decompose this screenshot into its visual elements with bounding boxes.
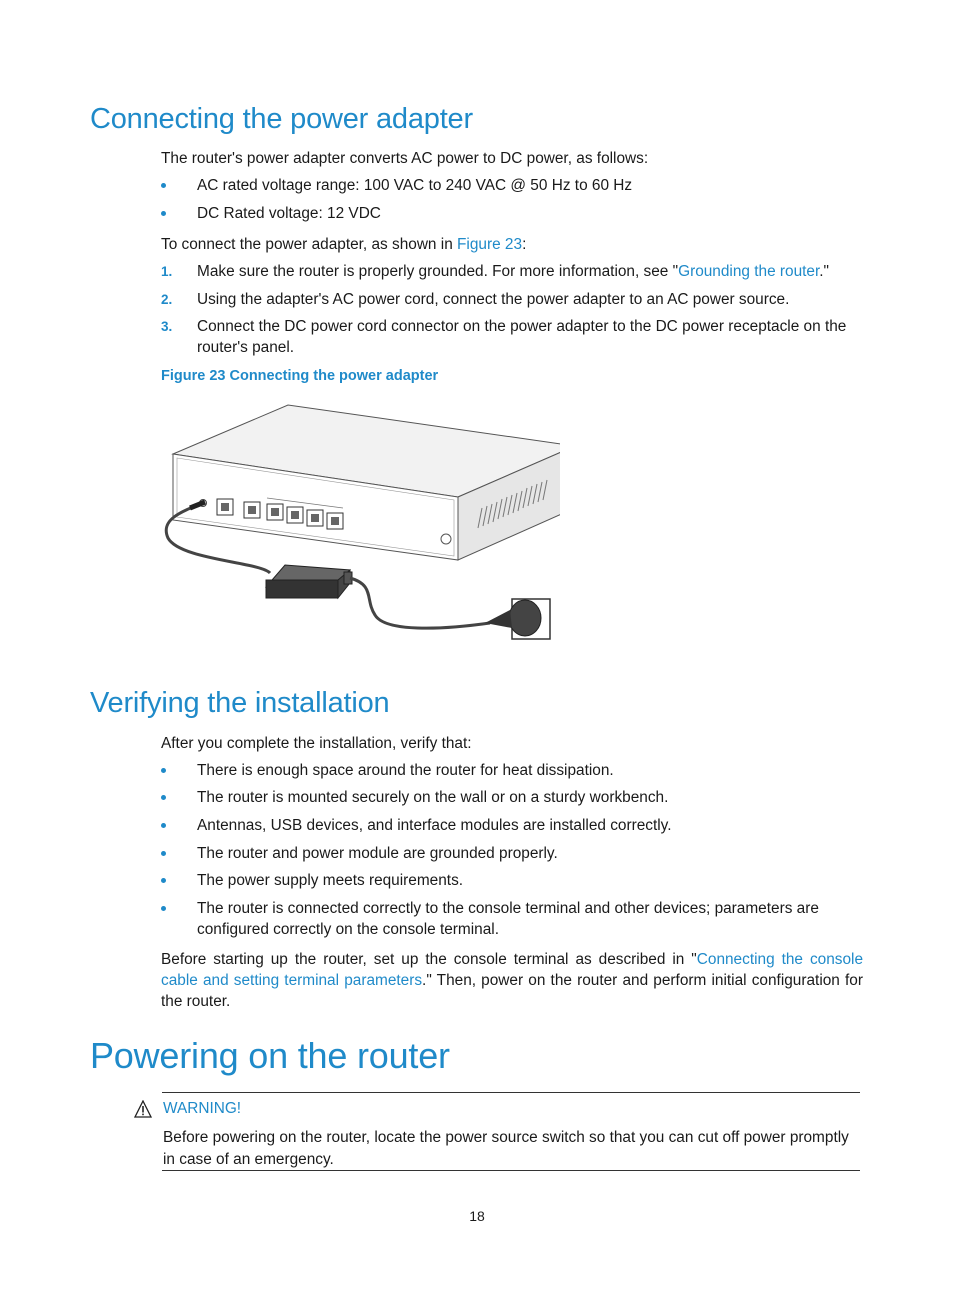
paragraph-intro: The router's power adapter converts AC power to DC power, as follows: — [161, 150, 649, 167]
section-heading-verifying: Verifying the installation — [90, 687, 390, 719]
paragraph-connect: To connect the power adapter, as shown in Figure 23: — [161, 236, 527, 253]
bullet-icon — [161, 795, 166, 800]
figure-caption: Figure 23 Connecting the power adapter — [161, 368, 439, 384]
grounding-router-link[interactable]: Grounding the router — [678, 263, 820, 280]
bullet-icon — [161, 906, 166, 911]
paragraph-verify-outro: Before starting up the router, set up the console terminal as described in "Connecting the console cable and setting terminal parameters." Then, power on the router and perform initial configuration for the router. — [161, 951, 864, 1010]
bullet-icon — [161, 211, 166, 216]
page-number: 18 — [469, 1208, 485, 1224]
warning-icon — [134, 1100, 152, 1118]
warning-title: WARNING! — [163, 1100, 242, 1117]
console-cable-link[interactable]: Connecting the console cable and setting terminal parameters — [161, 951, 864, 989]
bullet-icon — [161, 823, 166, 828]
bullet-icon — [161, 768, 166, 773]
document-page: Connecting the power adapter The router's power adapter converts AC power to DC power, as follows: AC rated voltage range: 100 VAC to 240 VAC @ 50 Hz to 60 Hz DC Rated voltage: 12 VDC To connect the power adapter, as shown in Figure 23: 1. Make sure the router is properly grounded. For more information, see "Grounding the router." 2. Using the adapter's AC power cord, connect the power adapter to an AC power source. 3. Connect the DC power cord connector on the power adapter to the DC power receptacle on the router's panel. Figure 23 Connecting the power adapter Verifying the installation After you complete the installation, verify that: There is enough space around the router for heat dissipation. The router is mounted securely on the wall or on a sturdy workbench. Antennas, USB devices, and interface modules are installed correctly. The router and power module are grounded properly. The power supply meets requirements. The router is connected correctly to the console terminal and other devices; parameters are configured correctly on the console terminal. Before starting up the router, set up the console terminal as described in "Connecting the console cable and setting terminal parameters." Then, power on the router and perform initial configuration for the router. Powering on the router WARNING! Before powering on the router, locate the power source switch so that you can cut off power promptly in case of an emergency. 18 — [0, 0, 954, 1296]
figure-23-link[interactable]: Figure 23 — [457, 236, 523, 253]
paragraph-verify-intro: After you complete the installation, verify that: — [161, 735, 472, 752]
ac-plug — [509, 600, 541, 636]
bullet-icon — [161, 851, 166, 856]
warning-text: Before powering on the router, locate the power source switch so that you can cut off power promptly in case of an emergency. — [163, 1129, 849, 1168]
section-heading-power-adapter: Connecting the power adapter — [90, 103, 473, 135]
bullet-icon — [161, 183, 166, 188]
router-power-adapter-illustration — [160, 400, 560, 645]
section-heading-powering-on: Powering on the router — [90, 1035, 450, 1076]
bullet-icon — [161, 878, 166, 883]
